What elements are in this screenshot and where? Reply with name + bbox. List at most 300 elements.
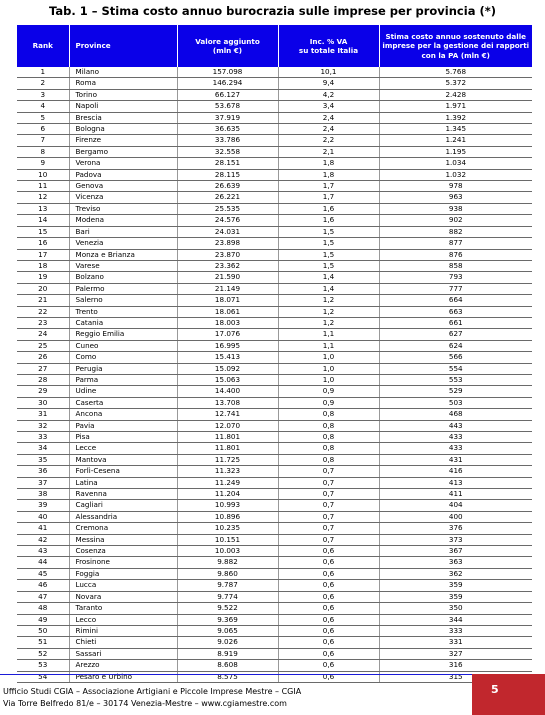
stima-costo-cell: 433	[379, 443, 532, 454]
rank-cell: 20	[17, 283, 69, 294]
inc-va-cell: 1,7	[278, 192, 379, 203]
table-row	[17, 397, 532, 408]
table-row	[17, 443, 532, 454]
valore-aggiunto-cell: 11.249	[177, 477, 278, 488]
province-cell: Catania	[69, 317, 177, 328]
rank-cell: 50	[17, 625, 69, 636]
rank-cell: 38	[17, 489, 69, 500]
rank-cell: 17	[17, 249, 69, 260]
inc-va-cell: 1,8	[278, 158, 379, 169]
table-row	[17, 466, 532, 477]
inc-va-cell: 0,6	[278, 637, 379, 648]
valore-aggiunto-cell: 23.362	[177, 260, 278, 271]
inc-va-cell: 1,1	[278, 329, 379, 340]
valore-aggiunto-cell: 11.725	[177, 454, 278, 465]
province-cell: Frosinone	[69, 557, 177, 568]
rank-cell: 32	[17, 420, 69, 431]
table-row	[17, 101, 532, 112]
rank-cell: 47	[17, 591, 69, 602]
table-row	[17, 477, 532, 488]
rank-cell: 27	[17, 363, 69, 374]
rank-cell: 3	[17, 89, 69, 100]
valore-aggiunto-cell: 23.898	[177, 238, 278, 249]
province-cell: Arezzo	[69, 660, 177, 671]
inc-va-cell: 9,4	[278, 78, 379, 89]
valore-aggiunto-cell: 17.076	[177, 329, 278, 340]
inc-va-cell: 0,8	[278, 443, 379, 454]
inc-va-cell: 1,6	[278, 215, 379, 226]
inc-va-cell: 0,6	[278, 568, 379, 579]
inc-va-cell: 0,6	[278, 614, 379, 625]
stima-costo-cell: 1.032	[379, 169, 532, 180]
table-row	[17, 272, 532, 283]
table-header-row	[17, 25, 532, 67]
valore-aggiunto-cell: 53.678	[177, 101, 278, 112]
stima-costo-cell: 5.372	[379, 78, 532, 89]
table-row	[17, 489, 532, 500]
inc-va-cell: 1,5	[278, 260, 379, 271]
stima-costo-cell: 431	[379, 454, 532, 465]
stima-costo-cell: 777	[379, 283, 532, 294]
table-row	[17, 238, 532, 249]
rank-cell: 33	[17, 432, 69, 443]
inc-va-cell: 1,6	[278, 203, 379, 214]
province-cell: Lecco	[69, 614, 177, 625]
province-cell: Modena	[69, 215, 177, 226]
rank-cell: 7	[17, 135, 69, 146]
rank-cell: 40	[17, 511, 69, 522]
valore-aggiunto-cell: 37.919	[177, 112, 278, 123]
inc-va-cell: 1,7	[278, 181, 379, 192]
inc-va-cell: 1,5	[278, 249, 379, 260]
stima-costo-cell: 627	[379, 329, 532, 340]
rank-cell: 28	[17, 374, 69, 385]
inc-va-cell: 1,4	[278, 272, 379, 283]
table-row	[17, 648, 532, 659]
valore-aggiunto-cell: 11.801	[177, 443, 278, 454]
province-cell: Monza e Brianza	[69, 249, 177, 260]
stima-costo-cell: 373	[379, 534, 532, 545]
stima-costo-cell: 902	[379, 215, 532, 226]
inc-va-cell: 2,2	[278, 135, 379, 146]
table-row	[17, 329, 532, 340]
province-cell: Caserta	[69, 397, 177, 408]
valore-aggiunto-cell: 16.995	[177, 340, 278, 351]
table-row	[17, 226, 532, 237]
table-row	[17, 215, 532, 226]
rank-cell: 29	[17, 386, 69, 397]
stima-costo-cell: 858	[379, 260, 532, 271]
province-cell: Pesaro e Urbino	[69, 671, 177, 682]
inc-va-cell: 0,9	[278, 386, 379, 397]
province-cell: Torino	[69, 89, 177, 100]
inc-va-cell: 0,7	[278, 466, 379, 477]
province-cell: Bari	[69, 226, 177, 237]
header-stima-costo: Stima costo annuo sostenuto dalle imprese per la gestione dei rapporti con la PA (mln €)	[379, 25, 532, 67]
stima-costo-cell: 963	[379, 192, 532, 203]
footer-line-2: Via Torre Belfredo 81/e – 30174 Venezia-Mestre – www.cgiamestre.com	[3, 699, 287, 708]
table-row	[17, 112, 532, 123]
valore-aggiunto-cell: 14.400	[177, 386, 278, 397]
rank-cell: 51	[17, 637, 69, 648]
inc-va-cell: 1,2	[278, 306, 379, 317]
province-cell: Cremona	[69, 523, 177, 534]
rank-cell: 26	[17, 352, 69, 363]
rank-cell: 23	[17, 317, 69, 328]
table-row	[17, 625, 532, 636]
province-cell: Parma	[69, 374, 177, 385]
stima-costo-cell: 938	[379, 203, 532, 214]
table-row	[17, 124, 532, 135]
province-cell: Bologna	[69, 124, 177, 135]
province-cell: Salerno	[69, 295, 177, 306]
province-cell: Chieti	[69, 637, 177, 648]
table-row	[17, 67, 532, 78]
rank-cell: 30	[17, 397, 69, 408]
stima-costo-cell: 411	[379, 489, 532, 500]
header-inc-va: Inc. % VA su totale Italia	[278, 25, 379, 67]
rank-cell: 16	[17, 238, 69, 249]
table-row	[17, 432, 532, 443]
stima-costo-cell: 359	[379, 591, 532, 602]
stima-costo-cell: 882	[379, 226, 532, 237]
table-row	[17, 181, 532, 192]
province-cell: Lucca	[69, 580, 177, 591]
inc-va-cell: 1,5	[278, 226, 379, 237]
province-cell: Rimini	[69, 625, 177, 636]
valore-aggiunto-cell: 9.065	[177, 625, 278, 636]
province-cell: Cuneo	[69, 340, 177, 351]
table-body	[17, 67, 532, 682]
stima-costo-cell: 664	[379, 295, 532, 306]
rank-cell: 43	[17, 546, 69, 557]
rank-cell: 39	[17, 500, 69, 511]
province-cell: Ancona	[69, 409, 177, 420]
province-cell: Venezia	[69, 238, 177, 249]
inc-va-cell: 0,7	[278, 477, 379, 488]
province-cell: Perugia	[69, 363, 177, 374]
inc-va-cell: 1,4	[278, 283, 379, 294]
table-row	[17, 260, 532, 271]
stima-costo-cell: 978	[379, 181, 532, 192]
valore-aggiunto-cell: 10.896	[177, 511, 278, 522]
inc-va-cell: 0,7	[278, 489, 379, 500]
valore-aggiunto-cell: 12.070	[177, 420, 278, 431]
table-row	[17, 523, 532, 534]
stima-costo-cell: 333	[379, 625, 532, 636]
rank-cell: 9	[17, 158, 69, 169]
rank-cell: 37	[17, 477, 69, 488]
rank-cell: 41	[17, 523, 69, 534]
table-row	[17, 511, 532, 522]
table-row	[17, 135, 532, 146]
stima-costo-cell: 1.195	[379, 146, 532, 157]
province-cell: Como	[69, 352, 177, 363]
table-row	[17, 146, 532, 157]
table-row	[17, 317, 532, 328]
stima-costo-cell: 350	[379, 603, 532, 614]
valore-aggiunto-cell: 32.558	[177, 146, 278, 157]
table-row	[17, 192, 532, 203]
valore-aggiunto-cell: 28.115	[177, 169, 278, 180]
valore-aggiunto-cell: 15.092	[177, 363, 278, 374]
province-cell: Forlì-Cesena	[69, 466, 177, 477]
province-cell: Reggio Emilia	[69, 329, 177, 340]
province-cost-table	[17, 25, 532, 683]
stima-costo-cell: 1.241	[379, 135, 532, 146]
rank-cell: 48	[17, 603, 69, 614]
valore-aggiunto-cell: 10.151	[177, 534, 278, 545]
header-valore-aggiunto: Valore aggiunto (mln €)	[177, 25, 278, 67]
province-cell: Cosenza	[69, 546, 177, 557]
valore-aggiunto-cell: 15.413	[177, 352, 278, 363]
inc-va-cell: 1,0	[278, 352, 379, 363]
stima-costo-cell: 554	[379, 363, 532, 374]
inc-va-cell: 0,6	[278, 671, 379, 682]
valore-aggiunto-cell: 10.993	[177, 500, 278, 511]
valore-aggiunto-cell: 11.801	[177, 432, 278, 443]
table-row	[17, 203, 532, 214]
province-cell: Mantova	[69, 454, 177, 465]
rank-cell: 24	[17, 329, 69, 340]
province-cell: Brescia	[69, 112, 177, 123]
rank-cell: 25	[17, 340, 69, 351]
rank-cell: 34	[17, 443, 69, 454]
valore-aggiunto-cell: 11.204	[177, 489, 278, 500]
header-province: Province	[69, 25, 177, 67]
rank-cell: 6	[17, 124, 69, 135]
stima-costo-cell: 376	[379, 523, 532, 534]
province-cell: Verona	[69, 158, 177, 169]
province-cell: Napoli	[69, 101, 177, 112]
valore-aggiunto-cell: 157.098	[177, 67, 278, 78]
table-row	[17, 546, 532, 557]
table-row	[17, 454, 532, 465]
stima-costo-cell: 1.345	[379, 124, 532, 135]
rank-cell: 53	[17, 660, 69, 671]
valore-aggiunto-cell: 24.031	[177, 226, 278, 237]
province-cell: Palermo	[69, 283, 177, 294]
valore-aggiunto-cell: 9.774	[177, 591, 278, 602]
footer	[0, 674, 545, 715]
table-row	[17, 78, 532, 89]
table-row	[17, 580, 532, 591]
valore-aggiunto-cell: 26.221	[177, 192, 278, 203]
inc-va-cell: 1,2	[278, 317, 379, 328]
stima-costo-cell: 877	[379, 238, 532, 249]
inc-va-cell: 0,6	[278, 591, 379, 602]
header-rank: Rank	[17, 25, 69, 67]
valore-aggiunto-cell: 18.061	[177, 306, 278, 317]
valore-aggiunto-cell: 10.003	[177, 546, 278, 557]
stima-costo-cell: 363	[379, 557, 532, 568]
rank-cell: 1	[17, 67, 69, 78]
stima-costo-cell: 359	[379, 580, 532, 591]
inc-va-cell: 0,8	[278, 454, 379, 465]
table-row	[17, 660, 532, 671]
rank-cell: 19	[17, 272, 69, 283]
inc-va-cell: 0,6	[278, 580, 379, 591]
valore-aggiunto-cell: 146.294	[177, 78, 278, 89]
table-row	[17, 169, 532, 180]
rank-cell: 11	[17, 181, 69, 192]
table-row	[17, 306, 532, 317]
province-cell: Udine	[69, 386, 177, 397]
inc-va-cell: 0,7	[278, 500, 379, 511]
rank-cell: 52	[17, 648, 69, 659]
inc-va-cell: 0,8	[278, 420, 379, 431]
footer-rule	[0, 674, 472, 675]
province-cell: Messina	[69, 534, 177, 545]
province-cell: Ravenna	[69, 489, 177, 500]
table-row	[17, 249, 532, 260]
province-cell: Bergamo	[69, 146, 177, 157]
province-cell: Pisa	[69, 432, 177, 443]
table-row	[17, 557, 532, 568]
inc-va-cell: 0,7	[278, 511, 379, 522]
valore-aggiunto-cell: 13.708	[177, 397, 278, 408]
province-cell: Lecce	[69, 443, 177, 454]
valore-aggiunto-cell: 28.151	[177, 158, 278, 169]
province-cell: Novara	[69, 591, 177, 602]
stima-costo-cell: 316	[379, 660, 532, 671]
table-row	[17, 591, 532, 602]
province-cell: Trento	[69, 306, 177, 317]
inc-va-cell: 2,4	[278, 112, 379, 123]
valore-aggiunto-cell: 9.026	[177, 637, 278, 648]
table-row	[17, 568, 532, 579]
province-cell: Foggia	[69, 568, 177, 579]
valore-aggiunto-cell: 9.369	[177, 614, 278, 625]
stima-costo-cell: 1.034	[379, 158, 532, 169]
inc-va-cell: 1,5	[278, 238, 379, 249]
rank-cell: 5	[17, 112, 69, 123]
province-cell: Pavia	[69, 420, 177, 431]
table-row	[17, 603, 532, 614]
stima-costo-cell: 315	[379, 671, 532, 682]
stima-costo-cell: 443	[379, 420, 532, 431]
province-cell: Milano	[69, 67, 177, 78]
stima-costo-cell: 624	[379, 340, 532, 351]
rank-cell: 49	[17, 614, 69, 625]
stima-costo-cell: 400	[379, 511, 532, 522]
rank-cell: 42	[17, 534, 69, 545]
inc-va-cell: 0,8	[278, 409, 379, 420]
inc-va-cell: 0,8	[278, 432, 379, 443]
stima-costo-cell: 433	[379, 432, 532, 443]
rank-cell: 31	[17, 409, 69, 420]
valore-aggiunto-cell: 9.787	[177, 580, 278, 591]
inc-va-cell: 0,6	[278, 603, 379, 614]
stima-costo-cell: 503	[379, 397, 532, 408]
stima-costo-cell: 1.392	[379, 112, 532, 123]
valore-aggiunto-cell: 11.323	[177, 466, 278, 477]
footer-text	[3, 686, 301, 710]
inc-va-cell: 3,4	[278, 101, 379, 112]
valore-aggiunto-cell: 21.590	[177, 272, 278, 283]
valore-aggiunto-cell: 18.071	[177, 295, 278, 306]
table-row	[17, 637, 532, 648]
inc-va-cell: 10,1	[278, 67, 379, 78]
inc-va-cell: 0,6	[278, 660, 379, 671]
inc-va-cell: 0,9	[278, 397, 379, 408]
valore-aggiunto-cell: 15.063	[177, 374, 278, 385]
stima-costo-cell: 331	[379, 637, 532, 648]
rank-cell: 10	[17, 169, 69, 180]
inc-va-cell: 4,2	[278, 89, 379, 100]
province-cell: Alessandria	[69, 511, 177, 522]
inc-va-cell: 0,6	[278, 546, 379, 557]
stima-costo-cell: 793	[379, 272, 532, 283]
rank-cell: 46	[17, 580, 69, 591]
inc-va-cell: 1,1	[278, 340, 379, 351]
stima-costo-cell: 367	[379, 546, 532, 557]
valore-aggiunto-cell: 25.535	[177, 203, 278, 214]
footer-line-1: Ufficio Studi CGIA – Associazione Artigiani e Piccole Imprese Mestre – CGIA	[3, 687, 302, 696]
stima-costo-cell: 553	[379, 374, 532, 385]
rank-cell: 4	[17, 101, 69, 112]
valore-aggiunto-cell: 66.127	[177, 89, 278, 100]
table-row	[17, 352, 532, 363]
rank-cell: 54	[17, 671, 69, 682]
valore-aggiunto-cell: 26.639	[177, 181, 278, 192]
inc-va-cell: 0,6	[278, 648, 379, 659]
rank-cell: 36	[17, 466, 69, 477]
province-cell: Genova	[69, 181, 177, 192]
rank-cell: 14	[17, 215, 69, 226]
inc-va-cell: 0,6	[278, 557, 379, 568]
province-cell: Roma	[69, 78, 177, 89]
province-cell: Treviso	[69, 203, 177, 214]
inc-va-cell: 0,7	[278, 534, 379, 545]
inc-va-cell: 2,4	[278, 124, 379, 135]
rank-cell: 18	[17, 260, 69, 271]
stima-costo-cell: 327	[379, 648, 532, 659]
table-row	[17, 295, 532, 306]
province-cell: Cagliari	[69, 500, 177, 511]
valore-aggiunto-cell: 8.919	[177, 648, 278, 659]
rank-cell: 35	[17, 454, 69, 465]
valore-aggiunto-cell: 12.741	[177, 409, 278, 420]
stima-costo-cell: 661	[379, 317, 532, 328]
valore-aggiunto-cell: 9.522	[177, 603, 278, 614]
valore-aggiunto-cell: 9.860	[177, 568, 278, 579]
stima-costo-cell: 876	[379, 249, 532, 260]
stima-costo-cell: 362	[379, 568, 532, 579]
province-cell: Firenze	[69, 135, 177, 146]
valore-aggiunto-cell: 33.786	[177, 135, 278, 146]
valore-aggiunto-cell: 36.635	[177, 124, 278, 135]
inc-va-cell: 1,0	[278, 374, 379, 385]
table-row	[17, 534, 532, 545]
stima-costo-cell: 663	[379, 306, 532, 317]
stima-costo-cell: 1.971	[379, 101, 532, 112]
province-cell: Vicenza	[69, 192, 177, 203]
stima-costo-cell: 413	[379, 477, 532, 488]
table-row	[17, 374, 532, 385]
rank-cell: 8	[17, 146, 69, 157]
table-row	[17, 158, 532, 169]
inc-va-cell: 1,0	[278, 363, 379, 374]
rank-cell: 45	[17, 568, 69, 579]
rank-cell: 21	[17, 295, 69, 306]
valore-aggiunto-cell: 9.882	[177, 557, 278, 568]
valore-aggiunto-cell: 10.235	[177, 523, 278, 534]
stima-costo-cell: 416	[379, 466, 532, 477]
rank-cell: 13	[17, 203, 69, 214]
valore-aggiunto-cell: 18.003	[177, 317, 278, 328]
stima-costo-cell: 2.428	[379, 89, 532, 100]
